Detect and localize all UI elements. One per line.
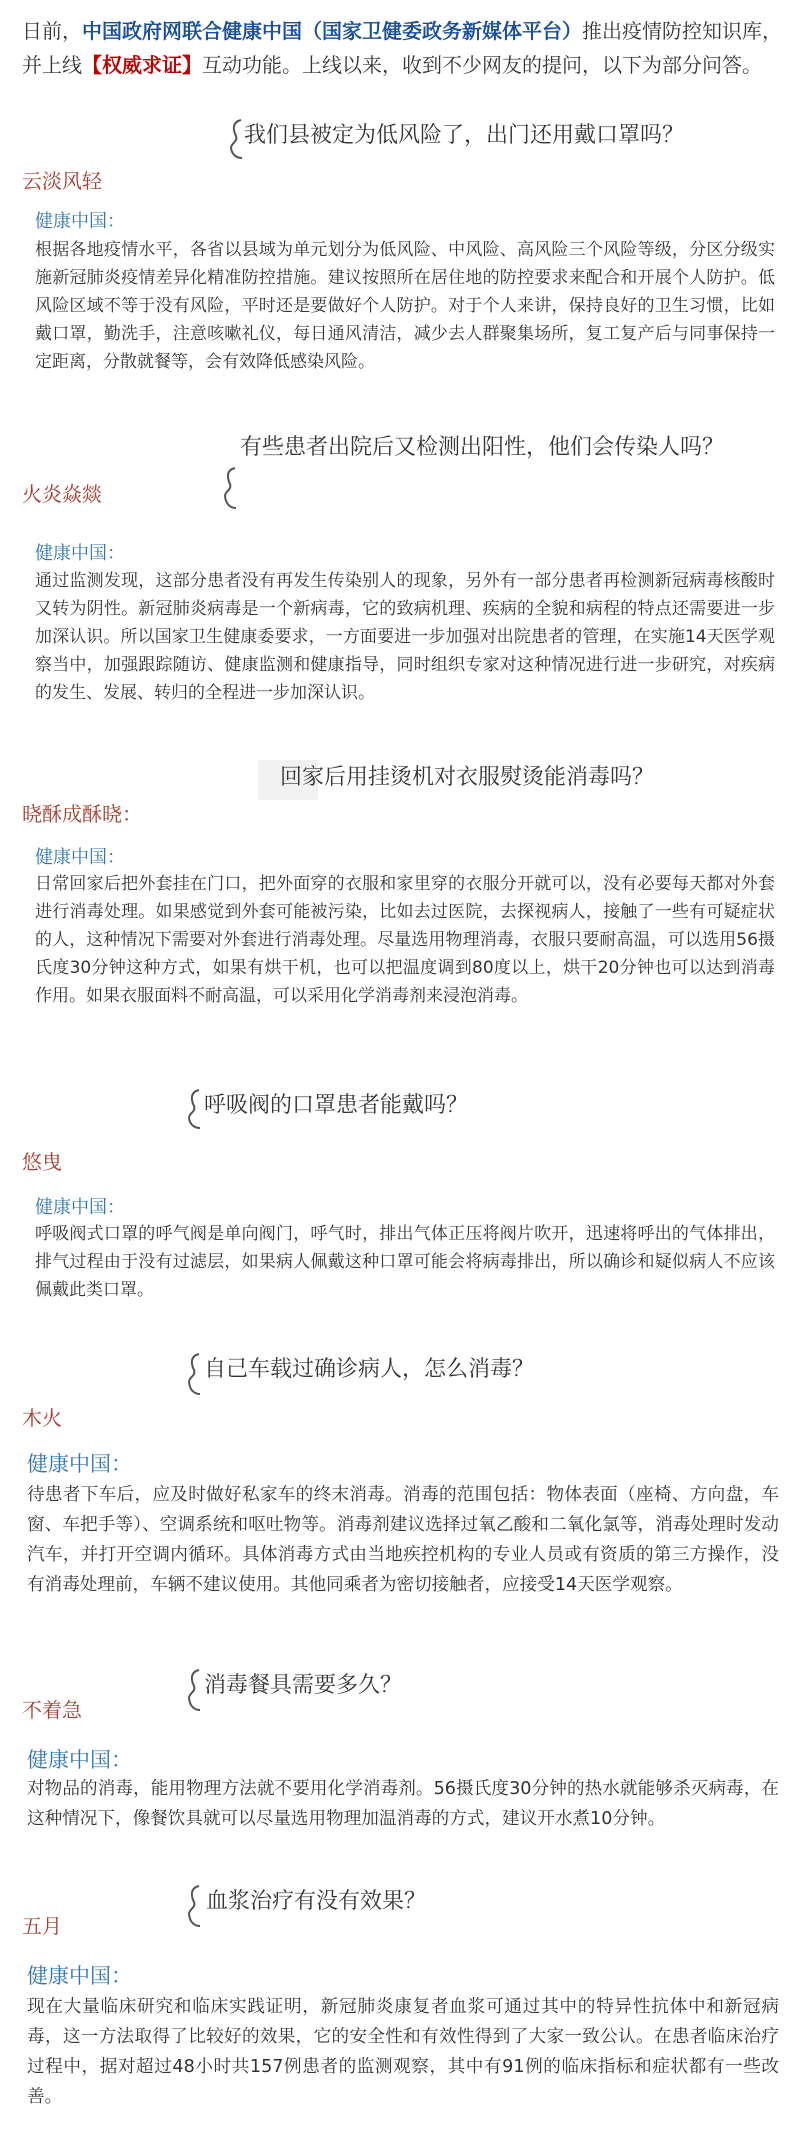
answer-text: 通过监测发现，这部分患者没有再发生传染别人的现象，另外有一部分患者再检测新冠病毒核酸时又转为阴性。新冠肺炎病毒是一个新病毒，它的致病机理、疾病的全貌和病程的特点还需要进一步加深认识。所以国家卫生健康委要求，一方面要进一步加强对出院患者的管理，在实施14天医学观察当中，加强跟踪随访、健康监测和健康指导，同时组织专家对这种情况进行进一步研究，对疾病的发生、发展、转归的全程进一步加深认识。 — [35, 571, 775, 703]
answer-text: 日常回家后把外套挂在门口，把外面穿的衣服和家里穿的衣服分开就可以，没有必要每天都对外套进行消毒处理。如果感觉到外套可能被污染，比如去过医院，去探视病人，接触了一些有可疑症状的人，这种情况下需要对外套进行消毒处理。尽量选用物理消毒，衣服只要耐高温，可以选用56摄氏度30分钟这种方式，如果有烘干机，也可以把温度调到80度以上，烘干20分钟也可以达到消毒作用。如果衣服面料不耐高温，可以采用化学消毒剂来浸泡消毒。 — [35, 874, 775, 1006]
answer-text: 呼吸阀式口罩的呼气阀是单向阀门，呼气时，排出气体正压将阀片吹开，迅速将呼出的气体排出，排气过程由于没有过滤层，如果病人佩戴这种口罩可能会将病毒排出，所以确诊和疑似病人不应该佩戴此类口罩。 — [35, 1224, 775, 1300]
asker-name: 云淡风轻 — [22, 169, 102, 193]
intro-org: 中国政府网联合健康中国（国家卫健委政务新媒体平台） — [82, 19, 582, 43]
answer-text: 根据各地疫情水平，各省以县域为单元划分为低风险、中风险、高风险三个风险等级，分区分级实施新冠肺炎疫情差异化精准防控措施。建议按照所在居住地的防控要求来配合和开展个人防护。低风险区域不等于没有风险，平时还是要做好个人防护。对于个人来讲，保持良好的卫生习惯，比如戴口罩，勤洗手，注意咳嗽礼仪，每日通风清洁，减少去人群聚集场所，复工复产后与同事保持一定距离，分散就餐等，会有效降低感染风险。 — [35, 240, 775, 372]
bracket-icon — [186, 1352, 202, 1396]
asker-name: 火炎焱燚 — [22, 482, 102, 506]
question-text: 回家后用挂烫机对衣服熨烫能消毒吗？ — [280, 765, 655, 790]
answer-source-label: 健康中国： — [35, 847, 125, 868]
intro-paragraph — [22, 14, 782, 82]
intro-feature: 【权威求证】 — [82, 53, 202, 77]
answer-source-label: 健康中国： — [27, 1452, 132, 1476]
asker-name: 不着急 — [22, 1698, 82, 1722]
bracket-icon — [228, 118, 244, 160]
answer-source-label: 健康中国： — [27, 1748, 132, 1772]
answer-source-label: 健康中国： — [35, 1197, 125, 1218]
question-text: 血浆治疗有没有效果？ — [206, 1889, 427, 1914]
intro-middle: 推出疫情防控知识库，并上线 — [22, 19, 782, 77]
bracket-icon — [186, 1668, 202, 1712]
asker-name: 晓酥成酥晓： — [22, 802, 142, 826]
intro-suffix: 互动功能。上线以来，收到不少网友的提问，以下为部分问答。 — [202, 53, 762, 77]
asker-name: 悠曳 — [22, 1150, 62, 1174]
answer-text: 对物品的消毒，能用物理方法就不要用化学消毒剂。56摄氏度30分钟的热水就能够杀灭病毒，在这种情况下，像餐饮具就可以尽量选用物理加温消毒的方式，建议开水煮10分钟。 — [27, 1779, 779, 1829]
answer-text: 现在大量临床研究和临床实践证明，新冠肺炎康复者血浆可通过其中的特异性抗体中和新冠病毒，这一方法取得了比较好的效果，它的安全性和有效性得到了大家一致公认。在患者临床治疗过程中，据对超过48小时共157例患者的监测观察，其中有91例的临床指标和症状都有一些改善。 — [27, 1997, 779, 2107]
question-text: 消毒餐具需要多久？ — [204, 1673, 403, 1698]
asker-name: 木火 — [22, 1406, 62, 1430]
bracket-icon — [222, 466, 238, 510]
answer-text: 待患者下车后，应及时做好私家车的终末消毒。消毒的范围包括：物体表面（座椅、方向盘，车窗、车把手等）、空调系统和呕吐物等。消毒剂建议选择过氧乙酸和二氧化氯等，消毒处理时发动汽车，并打开空调内循环。具体消毒方式由当地疾控机构的专业人员或有资质的第三方操作，没有消毒处理前，车辆不建议使用。其他同乘者为密切接触者，应接受14天医学观察。 — [27, 1485, 779, 1595]
question-text: 自己车载过确诊病人，怎么消毒？ — [204, 1357, 535, 1382]
answer-source-label: 健康中国： — [35, 543, 125, 564]
question-text: 呼吸阀的口罩患者能戴吗？ — [204, 1093, 469, 1118]
question-text: 我们县被定为低风险了，出门还用戴口罩吗？ — [244, 123, 685, 148]
answer-source-label: 健康中国： — [35, 211, 125, 232]
asker-name: 五月 — [22, 1914, 62, 1938]
bracket-icon — [186, 1884, 202, 1928]
answer-source-label: 健康中国： — [27, 1964, 132, 1988]
question-text: 有些患者出院后又检测出阳性，他们会传染人吗？ — [240, 435, 725, 460]
bracket-icon — [186, 1088, 202, 1130]
intro-prefix: 日前， — [22, 19, 82, 43]
